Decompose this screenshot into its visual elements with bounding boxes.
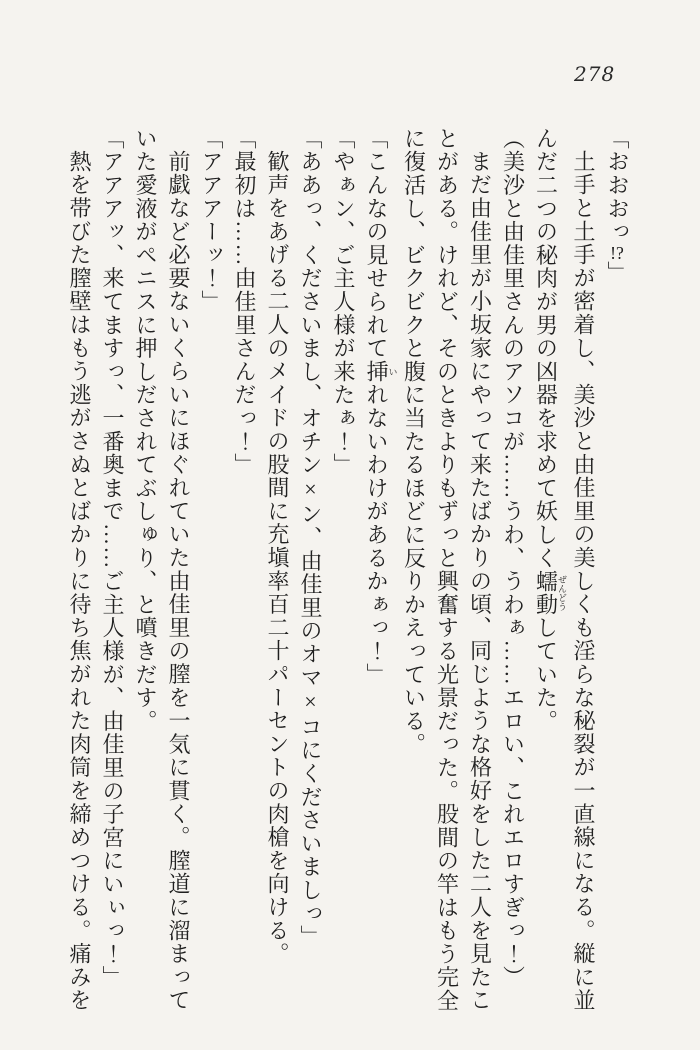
page-number: 278: [574, 62, 616, 86]
ruby-annotated-word: 挿い: [364, 360, 398, 384]
text-line: 熱を帯びた膣壁はもう逃がさぬとばかりに待ち焦がれた肉筒を締めつける。痛みを: [67, 150, 92, 1013]
text-line: （美沙と由佳里さんのアソコが……うわ、うわぁ……エロい、これエロすぎっ！）: [500, 127, 526, 990]
text-line: まだ由佳里が小坂家にやって来たばかりの頃、同じような格好をした二人を見たこ: [467, 150, 493, 1013]
text-line: 「こんなの見せられて挿いれないわけがあるかぁっ！」: [364, 127, 398, 687]
text-line: 歓声をあげる二人のメイドの股間に充塡率百二十パーセントの肉槍を向ける。: [265, 150, 290, 966]
text-line: 「やぁン、ご主人様が来たぁ！」: [331, 127, 356, 477]
text-columns: [63, 127, 634, 1032]
text-line: 「おおおっ!?」: [605, 127, 630, 285]
text-line: 「アアアーッ！」: [199, 127, 224, 314]
text-line: とがある。けれど、そのときよりもずっと興奮する光景だった。股間の竿はもう完全: [434, 127, 460, 1013]
text-line: 「ああっ、くださいまし、オチン×ン、由佳里のオマ×コにくださいましっ」: [298, 127, 323, 949]
tate-chu-yoko: !?: [610, 243, 624, 262]
text-line: んだ二つの秘肉が男の凶器を求めて妖しく蠕動ぜんどうしていた。: [533, 127, 567, 733]
text-line: 「アアアッ、来てますっ、一番奥まで……ご主人様が、由佳里の子宮にいぃっ！」: [100, 127, 125, 990]
text-line: 「最初は……由佳里さんだっ！」: [232, 127, 257, 477]
text-line: に復活し、ビクビクと腹に当たるほどに反りかえっている。: [401, 127, 427, 757]
ruby-annotated-word: 蠕動ぜんどう: [533, 569, 567, 617]
text-line: 前戯など必要ないくらいにほぐれていた由佳里の膣を一気に貫く。膣道に溜まって: [166, 150, 191, 1013]
text-line: いた愛液がペニスに押しだされてぶしゅり、と噴きだす。: [133, 127, 158, 733]
text-line: 土手と土手が密着し、美沙と由佳里の美しくも淫らな秘裂が一直線になる。縦に並: [571, 150, 596, 1013]
